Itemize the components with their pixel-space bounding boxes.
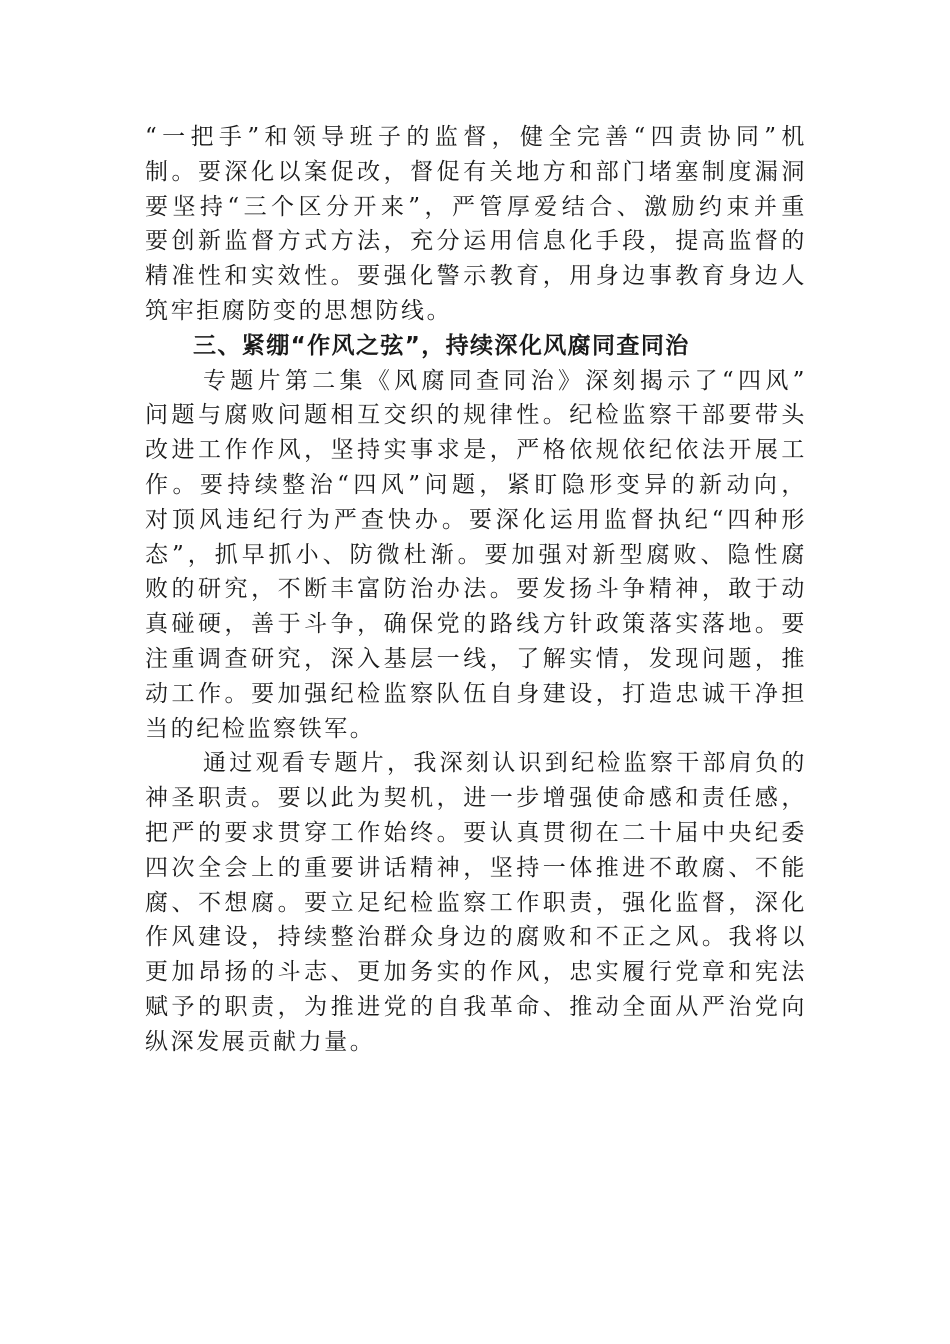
text-line: 腐、不想腐。要立足纪检监察工作职责，强化监督，深化 — [145, 889, 807, 916]
section-heading: 三、紧绷“作风之弦”，持续深化风腐同查同治 — [193, 332, 690, 359]
text-line: 作风建设，持续整治群众身边的腐败和不正之风。我将以 — [145, 924, 807, 951]
text-line: 神圣职责。要以此为契机，进一步增强使命感和责任感， — [145, 785, 807, 812]
text-line: 问题与腐败问题相互交织的规律性。纪检监察干部要带头 — [145, 402, 807, 429]
paragraph — [145, 120, 807, 329]
text-line: 把严的要求贯穿工作始终。要认真贯彻在二十届中央纪委 — [145, 819, 807, 846]
text-line: 专题片第二集《风腐同查同治》深刻揭示了“四风” — [203, 367, 807, 394]
paragraph — [145, 364, 807, 747]
text-line: 败的研究，不断丰富防治办法。要发扬斗争精神，敢于动 — [145, 576, 807, 603]
text-line: 赋予的职责，为推进党的自我革命、推动全面从严治党向 — [145, 993, 807, 1020]
text-line: 注重调查研究，深入基层一线，了解实情，发现问题，推 — [145, 645, 807, 672]
text-line: “一把手”和领导班子的监督，健全完善“四责协同”机 — [145, 124, 807, 150]
text-line: 态”，抓早抓小、防微杜渐。要加强对新型腐败、隐性腐 — [145, 541, 807, 568]
text-line: 改进工作作风，坚持实事求是，严格依规依纪依法开展工 — [145, 437, 807, 464]
text-line: 对顶风违纪行为严查快办。要深化运用监督执纪“四种形 — [145, 506, 807, 533]
text-line: 精准性和实效性。要强化警示教育，用身边事教育身边人 — [145, 263, 807, 290]
text-line: 动工作。要加强纪检监察队伍自身建设，打造忠诚干净担 — [145, 680, 807, 707]
text-line: 通过观看专题片，我深刻认识到纪检监察干部肩负的 — [203, 750, 807, 777]
text-line: 作。要持续整治“四风”问题，紧盯隐形变异的新动向， — [145, 471, 807, 498]
text-line: 真碰硬，善于斗争，确保党的路线方针政策落实落地。要 — [145, 611, 807, 638]
paragraph — [145, 746, 807, 1059]
text-line: 要坚持“三个区分开来”，严管厚爱结合、激励约束并重 — [145, 193, 807, 220]
document-body — [145, 120, 807, 1060]
text-line: 制。要深化以案促改，督促有关地方和部门堵塞制度漏洞 — [145, 158, 807, 185]
text-line: 纵深发展贡献力量。 — [145, 1028, 376, 1055]
text-line: 四次全会上的重要讲话精神，坚持一体推进不敢腐、不能 — [145, 854, 807, 881]
text-line: 更加昂扬的斗志、更加务实的作风，忠实履行党章和宪法 — [145, 959, 807, 986]
text-line: 筑牢拒腐防变的思想防线。 — [145, 297, 453, 324]
text-line: 要创新监督方式方法，充分运用信息化手段，提高监督的 — [145, 228, 807, 255]
text-line: 当的纪检监察铁军。 — [145, 715, 376, 742]
